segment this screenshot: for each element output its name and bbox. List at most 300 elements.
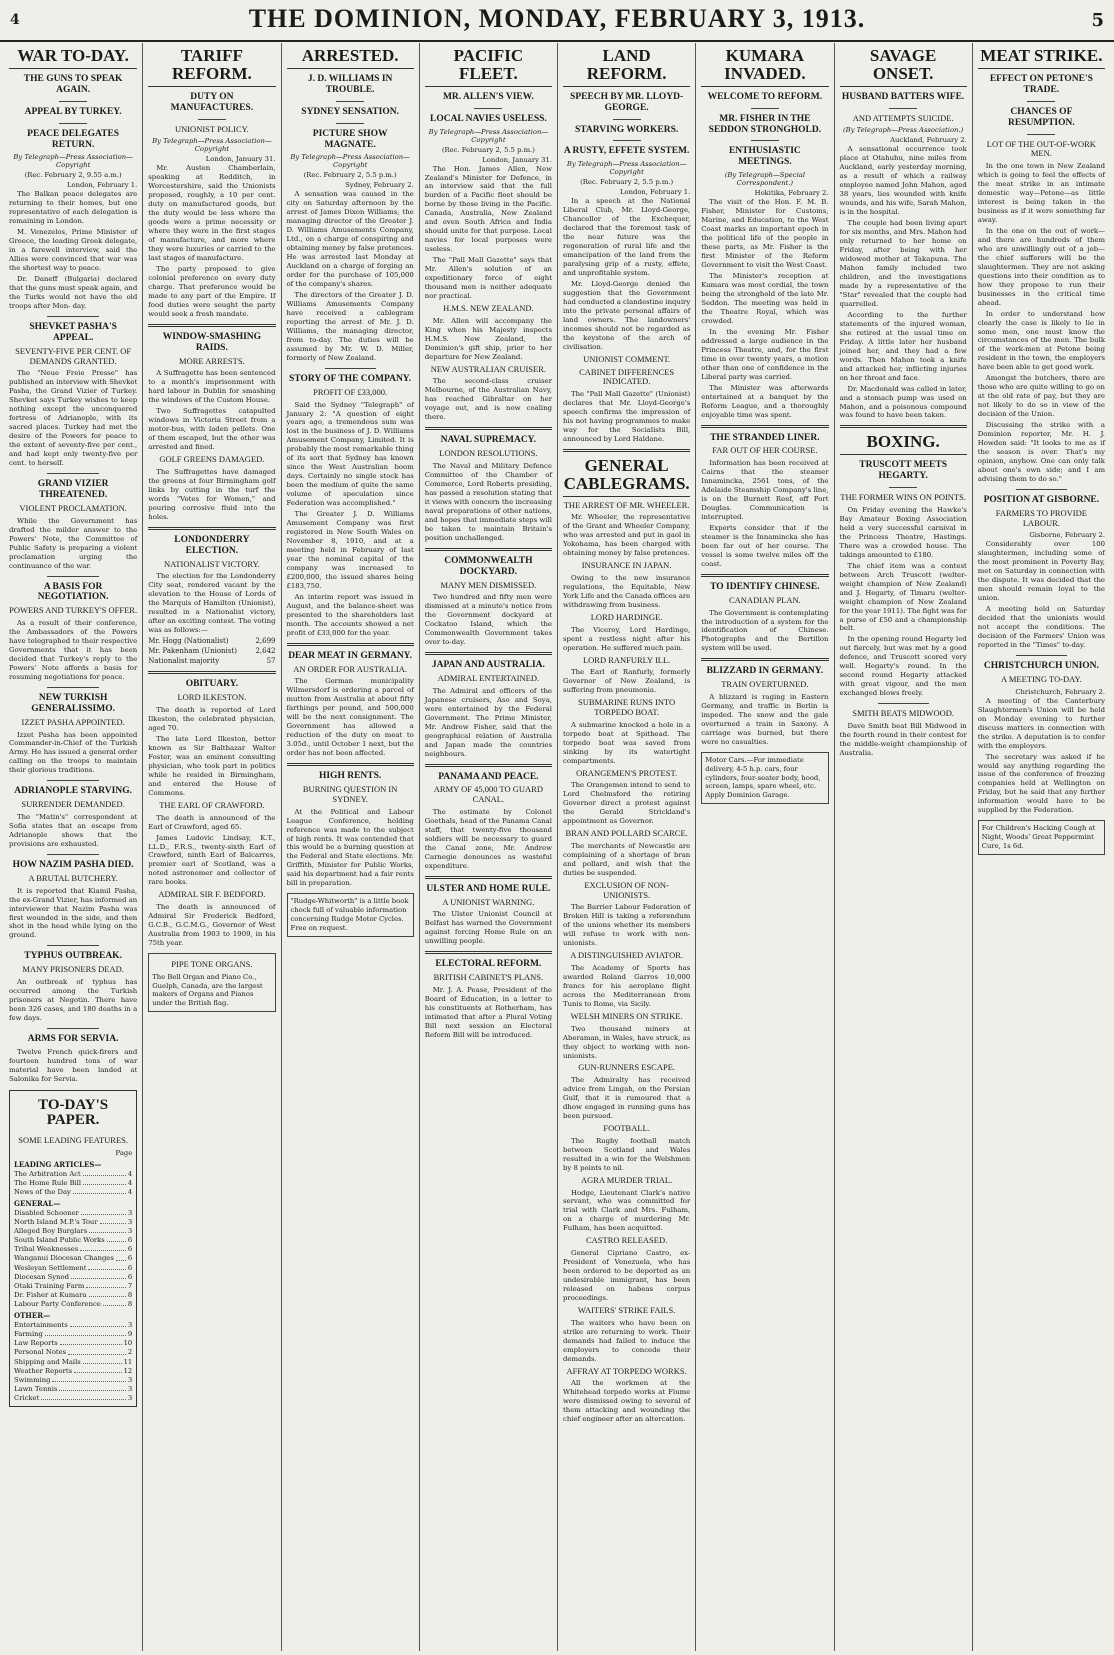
- toc-leader: [81, 1209, 126, 1215]
- subheadline: TYPHUS OUTBREAK.: [24, 951, 122, 962]
- toc-entry-label: South Island Public Works: [14, 1236, 105, 1245]
- toc-entry: [14, 1291, 132, 1300]
- subheadline: SHEVKET PASHA'S APPEAL.: [29, 322, 117, 343]
- paragraph: The Hon. James Allen, New Zealand's Minister for Defence, in an interview said that the full burden of a Pacific fleet should be borne by those living in the Pacific. Canada, Australia, New Zealand and even South Africa and India should unite for that purpose. Local navies for local purposes were useless.: [424, 164, 552, 254]
- toc-entry: [14, 1236, 132, 1245]
- paragraph: The Rugby football match between Scotland and Wales resulted in a win for the Welshmen by 8 points to nil.: [563, 1136, 691, 1172]
- toc-page-label: Page: [115, 1149, 133, 1157]
- subheadline: THE EARL OF CRAWFORD.: [159, 799, 265, 810]
- divider: [425, 652, 552, 655]
- paragraph: A sensation was caused in the city on Saturday afternoon by the arrest of James Dixon Williams, the managing director of the Greater J. D. Williams Amusements Company, Ltd., on a charge of conspiring and obtaining money by false pretences. He was arrested last Monday at Auckland on a charge of forging an order for the purchase of 105,000 of the company's shares.: [286, 190, 414, 289]
- subheadline: ADMIRAL SIR F. BEDFORD.: [158, 889, 266, 900]
- toc-entry-page: 3: [127, 1385, 133, 1394]
- section-headline: BOXING.: [840, 433, 967, 455]
- divider: [889, 108, 917, 109]
- toc-entry-page: 8: [127, 1300, 133, 1309]
- column-7: [834, 43, 972, 1651]
- paragraph: Dave Smith beat Bill Midwood in the fourth round in their contest for the middle-weight championship of Australia.: [839, 722, 967, 757]
- toc-leader: [83, 1358, 122, 1364]
- dateline: Auckland, February 2.: [890, 136, 967, 145]
- toc-entry-label: Tribal Weaknesses: [14, 1245, 79, 1254]
- toc-entry: [14, 1264, 132, 1273]
- subheadline: H.M.S. NEW ZEALAND.: [443, 303, 534, 314]
- masthead: [0, 0, 1114, 42]
- subheadline: CHRISTCHURCH UNION.: [983, 661, 1099, 672]
- subheadline: NATIONALIST VICTORY.: [164, 558, 260, 569]
- paragraph: Twelve French quick-firers and fourteen hundred tons of war material have been landed at Salonika for Servia.: [9, 1047, 138, 1083]
- advertisement: "Rudge-Whitworth" is a little book chock full of valuable information concerning Rudge Motor Cycles. Free on request.: [287, 893, 414, 936]
- paragraph: The Academy of Sports has awarded Roland Garros 10,000 francs for his aeroplane flight across the Mediterranean from Tunis to Rome, via Sicily.: [563, 964, 691, 1008]
- divider: [47, 780, 98, 781]
- divider: [425, 876, 552, 879]
- toc-leader: [107, 1236, 126, 1242]
- paragraph: According to the further statements of the injured woman, she retired at the usual time on Friday. A little later her husband joined her, and they had a few words. Then Mahon took a knife and attacked her, inflicting injuries on her throat and face.: [839, 310, 967, 382]
- subheadline: LORD HARDINGE.: [590, 611, 663, 622]
- subheadline: A DISTINGUISHED AVIATOR.: [570, 950, 684, 961]
- paragraph: The "Matin's" correspondent at Sofia states that an escape from Adrianople shows that the provisions are exhausted.: [9, 813, 138, 848]
- paragraph: Owing to the new insurance regulations, the Equitable, New York Life and the Canada offices are withdrawing from business.: [563, 574, 691, 609]
- paragraph: A meeting held on Saturday decided that the unionists would not accept the conditions. The decision of the Farmers' Union was reported in the "Times" to-day.: [977, 605, 1105, 650]
- paragraph: While the Government has drafted the milder answer to the Powers' Note, the Committee of Public Safety is preparing a violent proclamation urging the continuance of the war.: [9, 516, 138, 570]
- paragraph: Two Suffragettes catapulted windows in Victoria Street from a motor-bus, with laden pellets. One of them escaped, but the other was arrested and fined.: [148, 407, 276, 452]
- paragraph: The chief item was a contest between Arch Truscott (welter-weight champion of New Zealand) and J. Hegarty, of Timaru (welter-weight champion of New Zealand for the year 1911). The fight was for a purse of £50 and a championship belt.: [839, 561, 967, 633]
- paragraph: Dr. Daneff (Bulgaria) declared that the guns must speak again, and the Turks would not have the old troops after Mon- day.: [9, 275, 138, 311]
- toc-entry-page: 12: [123, 1366, 133, 1375]
- divider: [701, 658, 828, 661]
- divider: [613, 140, 641, 141]
- paragraph: The "Pall Mall Gazette" says that Mr. Allen's solution of an expeditionary force of eight thousand men is neither adequate nor practical.: [424, 256, 552, 301]
- toc-entry-label: Personal Notes: [14, 1348, 67, 1357]
- divider: [613, 119, 641, 120]
- toc-entry: [14, 1282, 132, 1291]
- subheadline: SEVENTY-FIVE PER CENT. OF DEMANDS GRANTED.: [15, 345, 132, 366]
- toc-entry-label: News of the Day: [14, 1187, 71, 1196]
- subheadline: LORD RANFURLY ILL.: [582, 654, 671, 665]
- toc-entry-page: 3: [127, 1226, 133, 1235]
- divider: [701, 425, 828, 428]
- paragraph: An outbreak of typhus has occurred among the Turkish prisoners at Negotin. There have been 326 cases, and 180 deaths in a few days.: [9, 978, 138, 1022]
- toc-entry-label: Lawn Tennis: [14, 1385, 58, 1394]
- divider: [47, 1028, 98, 1029]
- paragraph: M. Venezelos, Prime Minister of Greece, the leading Greek delegate, in a farewell interview, said the Allies were convinced that war was the shortest way to peace.: [9, 228, 138, 273]
- paragraph: In order to understand how clearly the case is likely to lie in some men, one must know the circumstances of the men. The bulk of the work-men at Petone being resident in the town, the employers have been able to get good work.: [977, 309, 1105, 372]
- subheadline: AGRA MURDER TRIAL.: [581, 1174, 673, 1185]
- subheadline: POWERS AND TURKEY'S OFFER.: [9, 605, 138, 616]
- divider: [751, 140, 779, 141]
- toc-entry: [14, 1348, 132, 1357]
- paragraph: The Barrier Labour Federation of Broken Hill is taking a referendum of the unions whether its members will refuse to work with non-unionists.: [563, 903, 691, 948]
- paragraph: The death is announced of Admiral Sir Frederick Bedford, G.C.B., G.C.M.G., Governor of West Australia from 1903 to 1909, in his 75th year.: [148, 903, 276, 947]
- toc-entry: [14, 1339, 132, 1348]
- dateline: Christchurch, February 2.: [1015, 687, 1105, 696]
- dateline: London, February 1.: [619, 188, 691, 197]
- toc-header: [14, 1149, 132, 1158]
- divider: [59, 123, 87, 124]
- byline: By Telegraph—Press Association—Copyright: [152, 137, 272, 154]
- subheadline: SMITH BEATS MIDWOOD.: [852, 708, 954, 719]
- subheadline: LOCAL NAVIES USELESS.: [429, 113, 547, 124]
- toc-leader: [45, 1330, 126, 1336]
- candidate-name: Mr. Hogg (Nationalist): [148, 637, 229, 646]
- toc-entry-page: 6: [127, 1263, 133, 1272]
- byline: By Telegraph—Press Association—Copyright: [566, 160, 687, 177]
- paragraph: General Cipriano Castro, ex-President of Venezuela, who has been ordered to be deported as an undesirable immigrant, has been released on habeas corpus proceedings.: [563, 1249, 691, 1302]
- divider: [1027, 101, 1055, 102]
- divider: [336, 101, 364, 102]
- divider: [47, 854, 98, 855]
- divider: [751, 108, 779, 109]
- toc-entry-page: 7: [127, 1281, 133, 1290]
- subheadline: PEACE DELEGATES RETURN.: [27, 128, 120, 150]
- headline: MEAT STRIKE.: [978, 47, 1105, 69]
- paragraph: The second-class cruiser Melbourne, of the Australian Navy, has reached Gibraltar on her voyage out, and is now coaling there.: [424, 377, 552, 422]
- toc-entry: [14, 1179, 132, 1188]
- subheadline: HIGH RENTS.: [318, 771, 382, 782]
- toc-section-title: GENERAL—: [14, 1199, 61, 1209]
- toc-subtitle: SOME LEADING FEATURES.: [18, 1135, 129, 1146]
- article-savage-onset: [840, 47, 967, 758]
- toc-leader: [60, 1339, 122, 1345]
- subheadline: A RUSTY, EFFETE SYSTEM.: [563, 146, 690, 157]
- subheadline: MANY PRISONERS DEAD.: [22, 964, 124, 975]
- candidate-name: Mr. Pakenham (Unionist): [148, 646, 237, 655]
- subheadline: AND ATTEMPTS SUICIDE.: [852, 112, 954, 123]
- subheadline: DUTY ON MANUFACTURES.: [170, 91, 254, 113]
- headline: ARRESTED.: [287, 47, 414, 69]
- subheadline: LONDONDERRY ELECTION.: [174, 534, 250, 556]
- subheadline: THE GUNS TO SPEAK AGAIN.: [23, 73, 123, 95]
- toc-entry-page: 3: [127, 1375, 133, 1384]
- subheadline: PROFIT OF £33,000.: [313, 386, 388, 397]
- paragraph: The "Pall Mall Gazette" (Unionist) declares that Mr. Lloyd-George's speech confirms the impression of his not having programmes to make way for the Socialists Bill, announced by Lord Haldane.: [563, 390, 691, 443]
- toc-leader: [59, 1385, 126, 1391]
- toc-entry-page: 3: [127, 1320, 133, 1329]
- toc-leader: [83, 1170, 126, 1176]
- byline: (By Telegraph—Press Association.): [843, 126, 964, 135]
- paragraph: As a result of their conference, the Ambassadors of the Powers have telegraphed to their respective Governments that it has been decided that Turkey's reply to the Powers' Note affords a basis for resuming negotiations for peace.: [9, 619, 138, 681]
- subheadline: MR. FISHER IN THE SEDDON STRONGHOLD.: [708, 113, 822, 135]
- divider: [840, 425, 967, 428]
- paragraph: The Orangemen intend to send to Lord Chelmsford the retiring Governor direct a protest against the Gerald Strickland's appointment as Governor.: [563, 781, 691, 826]
- toc-leader: [52, 1376, 125, 1382]
- election-majority: [148, 657, 275, 667]
- paragraph: A submarine knocked a hole in a torpedo boat at Spithead. The torpedo boat was saved from sinking by its watertight compartments.: [563, 720, 691, 765]
- article-tariff-reform: [148, 47, 275, 1012]
- subheadline: PICTURE SHOW MAGNATE.: [312, 128, 388, 150]
- subheadline: JAPAN AND AUSTRALIA.: [431, 660, 545, 671]
- subheadline: THE STRANDED LINER.: [710, 432, 820, 443]
- subheadline: A BRUTAL BUTCHERY.: [28, 872, 118, 883]
- candidate-votes: 2,642: [255, 646, 276, 655]
- subheadline: CASTRO RELEASED.: [586, 1235, 668, 1246]
- divider: [148, 527, 275, 530]
- toc-section-title: OTHER—: [14, 1311, 51, 1321]
- paragraph: The Suffragettes have damaged the greens at four Birmingham golf links by cutting in the turf the words "Votes for Women," and pouring corrosive fluid into the holes.: [148, 467, 276, 521]
- headline: SAVAGE ONSET.: [840, 47, 967, 87]
- byline: (By Telegraph—Special Correspondent.): [724, 171, 806, 188]
- subheadline: EXCLUSION OF NON-UNIONISTS.: [584, 879, 669, 900]
- subheadline: WAITERS' STRIKE FAILS.: [577, 1304, 676, 1315]
- toc-entry-page: 9: [127, 1330, 133, 1339]
- paragraph: Discussing the strike with a Dominion reporter, Mr. H. J. Howden said: "It looks to me as if the season is over. That's my opinion, anyhow. One can only talk about one's own side; and I am advising them to do so.": [977, 421, 1105, 483]
- toc-entry-label: Labour Party Conference: [14, 1300, 101, 1309]
- column-1: [4, 43, 142, 1651]
- newspaper-title: THE DOMINION, MONDAY, FEBRUARY 3, 1913.: [248, 4, 866, 33]
- subheadline: SURRENDER DEMANDED.: [21, 799, 125, 810]
- subheadline: CHANCES OF RESUMPTION.: [1007, 106, 1075, 128]
- subheadline: MR. ALLEN'S VIEW.: [442, 91, 534, 102]
- toc-leader: [103, 1300, 126, 1306]
- toc-entry: [14, 1273, 132, 1282]
- subheadline: ADMIRAL ENTERTAINED.: [437, 673, 540, 684]
- received-time: (Rec. February 2, 5.5 p.m.): [441, 145, 535, 154]
- divider: [59, 101, 87, 102]
- column-4: [419, 43, 557, 1651]
- toc-entry: [14, 1227, 132, 1236]
- divider: [1016, 655, 1067, 656]
- subheadline: THE ARREST OF MR. WHEELER.: [563, 499, 690, 510]
- divider: [889, 487, 917, 488]
- paragraph: The merchants of Newcastle are complaining of a shortage of bran and pollard, and wish that the duties be suspended.: [563, 841, 691, 877]
- subheadline: A MEETING TO-DAY.: [1001, 673, 1082, 684]
- toc-leader: [89, 1291, 126, 1297]
- subheadline: AN ORDER FOR AUSTRALIA.: [293, 663, 408, 674]
- paragraph: In the evening Mr. Fisher addressed a large audience in the Princess Theatre, and, for the first time in over twenty years, a motion other than one of confidence in the Liberal party was carried.: [701, 327, 829, 381]
- toc-entry-page: 3: [127, 1217, 133, 1226]
- toc-entry-page: 6: [127, 1245, 133, 1254]
- toc-entry-page: 4: [127, 1187, 133, 1196]
- divider: [47, 316, 98, 317]
- divider: [425, 548, 552, 551]
- toc-leader: [68, 1348, 126, 1354]
- election-result-row: [148, 637, 275, 647]
- toc-entry-label: Swimming: [14, 1375, 51, 1384]
- paragraph: At the Political and Labour League Conference, holding reference was made to the subject of high rents. It was contended that this would be a burning question at the Federal and State elections. Mr. Griffith, Minister for Public Works, said his department had a fair rents bill in preparation.: [286, 807, 414, 888]
- toc-entry: [14, 1367, 132, 1376]
- paragraph: The secretary was asked if he would say anything regarding the issue of the conference of freezing companies held at Wellington on Friday, but he said that any further information would have to be supplied by the Federation.: [977, 752, 1105, 815]
- subheadline: FAR OUT OF HER COURSE.: [712, 445, 818, 456]
- toc-entry-label: Dr. Fisher at Kumara: [14, 1291, 87, 1300]
- dateline: London, January 31.: [482, 155, 552, 164]
- paragraph: A sensational occurrence took place at Otahuhu, nine miles from Auckland, early yesterday morning, as a result of which a railway employee named John Mahon, aged 38 years, lies wounded with knife wounds, and his wife, Sarah Mahon, is in the hospital.: [839, 145, 967, 217]
- toc-entry: [14, 1245, 132, 1254]
- toc-title: TO-DAY'S PAPER.: [38, 1096, 109, 1129]
- toc-entry: [14, 1321, 132, 1330]
- subheadline: FOOTBALL.: [603, 1123, 650, 1134]
- toc-section-title: LEADING ARTICLES—: [14, 1160, 102, 1170]
- headline: TARIFF REFORM.: [148, 47, 275, 87]
- paragraph: The Balkan peace delegates are returning to their homes, but one representative of each delegation is remaining in London.: [9, 190, 138, 226]
- paragraph: It is reported that Kiamil Pasha, the ex-Grand Vizier, has informed an interviewer that Nazim Pasha was first wounded in the side, and then shot in the head while lying on the ground.: [9, 886, 138, 940]
- paragraph: Two hundred and fifty men were dismissed at a minute's notice from the Government dockyard at Cockatoo Island, which the Commonwealth Government takes over to-day.: [424, 593, 552, 647]
- divider: [287, 763, 414, 766]
- divider: [336, 123, 364, 124]
- subheadline: IZZET PASHA APPOINTED.: [21, 716, 125, 727]
- divider: [47, 576, 98, 577]
- toc-entry: [14, 1300, 132, 1309]
- paragraph: The Ulster Unionist Council at Belfast has warned the Government against forcing Home Rule on an unwilling people.: [424, 910, 552, 946]
- subheadline: COMMONWEALTH DOCKYARD.: [444, 555, 533, 577]
- column-8: [972, 43, 1110, 1651]
- divider: [425, 427, 552, 430]
- toc-entry-label: Wesleyan Settlement: [14, 1263, 87, 1272]
- paragraph: The Naval and Military Defence Committee of the Chamber of Commerce, Lord Roberts presiding, has passed a resolution stating that it views with concern the increasing naval preparations of other nations, and hopes that immediate steps will be taken to maintain Britain's position unchallenged.: [424, 461, 552, 542]
- dateline: London, January 31.: [205, 155, 276, 164]
- subheadline: MORE ARRESTS.: [179, 355, 245, 366]
- paragraph: Mr. Wheeler, the representative of the Grant and Wheeler Company, who was arrested and put in gaol in Yokohama, has been charged with obtaining money by false pretences.: [563, 513, 691, 558]
- paragraph: The directors of the Greater J. D. Williams Amusements Company have received a cablegram reporting the arrest of Mr. J. D. Williams, the managing director, from to-day. The duties will be assumed by Mr. W. D. Miller, formerly of New Zealand.: [286, 291, 414, 362]
- toc-entry-label: Weather Reports: [14, 1366, 73, 1375]
- toc-leader: [100, 1218, 126, 1224]
- subheadline: LOT OF THE OUT-OF-WORK MEN.: [986, 138, 1096, 159]
- paragraph: Dr. Macdonald was called in later, and a stomach pump was used on Mahon, and a poisonous compound was found to have been taken.: [839, 384, 967, 420]
- toc-entry-page: 6: [127, 1272, 133, 1281]
- paragraph: The estimate by Colonel Goethals, head of the Panama Canal staff, that twenty-five thousand soldiers will be necessary to guard the Canal zone, Mr. Andrew Carnegie denounces as wasteful expenditure.: [424, 808, 552, 870]
- toc-entry-page: 6: [127, 1254, 133, 1263]
- majority-label: Nationalist majority: [148, 656, 220, 665]
- headline: LAND REFORM.: [563, 47, 690, 87]
- subheadline: TRUSCOTT MEETS HEGARTY.: [859, 460, 947, 482]
- subheadline: NEW TURKISH GENERALISSIMO.: [31, 692, 115, 714]
- divider: [325, 368, 376, 369]
- newspaper-page: [4, 43, 1110, 1651]
- subheadline: POSITION AT GISBORNE.: [983, 494, 1100, 505]
- subheadline: UNIONIST POLICY.: [174, 123, 249, 134]
- subheadline: WELCOME TO REFORM.: [707, 91, 823, 102]
- candidate-votes: 2,699: [255, 637, 276, 646]
- byline: By Telegraph—Press Association—Copyright: [13, 153, 133, 170]
- paragraph: An interim report was issued in August, and the balance-sheet was presented to the shareholders last month. The accounts showed a net profit of £33,000 for the year.: [286, 592, 414, 637]
- toc-leader: [71, 1273, 126, 1279]
- toc-entry: [14, 1376, 132, 1385]
- subheadline: MANY MEN DISMISSED.: [440, 579, 537, 590]
- divider: [47, 945, 98, 946]
- toc-entry-page: 3: [127, 1394, 133, 1403]
- toc-leader: [89, 1227, 126, 1233]
- toc-entry-label: Entertainments: [14, 1320, 68, 1329]
- paragraph: The Earl of Ranfurly, formerly Governor of New Zealand, is suffering from pneumonia.: [563, 668, 691, 695]
- toc-entry-page: 4: [127, 1169, 133, 1178]
- divider: [198, 119, 226, 120]
- subheadline: GRAND VIZIER THREATENED.: [37, 479, 109, 500]
- toc-entry: [14, 1385, 132, 1394]
- subheadline: STARVING WORKERS.: [574, 124, 679, 135]
- divider: [563, 449, 690, 452]
- dateline: Hokitika, February 2.: [754, 189, 829, 198]
- subheadline: CANADIAN PLAN.: [728, 594, 801, 605]
- toc-entry: [14, 1188, 132, 1197]
- byline: By Telegraph—Press Association—Copyright: [428, 127, 549, 144]
- paragraph: Two thousand miners at Aberaman, in Wales, have struck, as they object to working with non-unionists.: [563, 1024, 691, 1060]
- paragraph: The German municipality Wilmersdorf is ordering a parcel of mutton from Australia at about fifty farthings per pound, and 500,000 will be the next consignment. The Government has allowed a reduction of the duty on meat to 3.05d., until October 1 next, but the order has not been affected.: [286, 677, 414, 758]
- toc-entry-label: Law Reports: [14, 1339, 58, 1348]
- subheadline: BRITISH CABINET'S PLANS.: [433, 972, 544, 983]
- advertisement: For Children's Hacking Cough at Night, Woods' Great Peppermint Cure, 1s 6d.: [978, 820, 1105, 854]
- headline: WAR TO-DAY.: [9, 47, 137, 69]
- toc-entry-page: 10: [123, 1339, 133, 1348]
- toc-entry-page: 8: [127, 1291, 133, 1300]
- subheadline: NEW AUSTRALIAN CRUISER.: [430, 363, 547, 374]
- article-kumara-invaded: [701, 47, 828, 804]
- dateline: Gisborne, February 2.: [1029, 531, 1105, 540]
- divider: [474, 108, 502, 109]
- divider: [287, 643, 414, 646]
- election-result-row: [148, 647, 275, 657]
- paragraph: The Minister was afterwards entertained at a banquet by the Reform League, and a thoroughly enjoyable time was spent.: [701, 383, 829, 419]
- toc-leader: [88, 1264, 125, 1270]
- paragraph: The "Neue Freie Presse" has published an interview with Shevket Pasha, the Grand Vizier of Turkey. Shevket says Turkey wishes to keep nothing except the unconquered fortress of Adrianople, with its sacred places. Turkey had met the desire of the Powers for peace to the extent of seventy-five per cent., and had kept only twenty-five per cent. to herself.: [9, 369, 138, 468]
- divider: [1016, 489, 1067, 490]
- election-results: [148, 637, 275, 657]
- subheadline: EFFECT ON PETONE'S TRADE.: [989, 73, 1093, 95]
- subheadline: HUSBAND BATTERS WIFE.: [841, 91, 965, 102]
- toc-leader: [74, 1367, 121, 1373]
- toc-entry-label: Otaki Training Farm: [14, 1281, 85, 1290]
- paragraph: Said the Sydney "Telegraph" of January 2: "A question of eight years ago, a tremendous sum was lost in the business of J. D. Williams Amusement Company, Limited. It is probably the most remarkable thing of its sort that Sydney has known since the West Australian boom days. Certainly no single stock has been the medium of quite the same volume of speculation since Federation was accomplished.": [286, 400, 414, 508]
- paragraph: The Admiral and officers of the Japanese cruisers, Aso and Soya, were entertained by the Federal Government. The Prime Minister, Mr. Andrew Fisher, said that the geographical relation of Australia and Japan made the countries neighbours.: [424, 686, 552, 758]
- divider: [878, 703, 929, 704]
- advertisement: [148, 953, 275, 1012]
- article-war-today: [9, 47, 137, 1084]
- subheadline: TO IDENTIFY CHINESE.: [710, 581, 820, 592]
- headline: PACIFIC FLEET.: [425, 47, 552, 87]
- article-land-reform: [563, 47, 690, 1424]
- toc-entry: [14, 1170, 132, 1179]
- toc-entry-label: Shipping and Mails: [14, 1357, 81, 1366]
- subheadline: FARMERS TO PROVIDE LABOUR.: [995, 507, 1087, 528]
- paragraph: All the workmen at the Whitehead torpedo works at Fiume were dismissed owing to several of them attacking and wounding the chief engineer after an altercation.: [563, 1379, 691, 1424]
- table-of-contents: [9, 1090, 137, 1408]
- toc-entry: [14, 1209, 132, 1218]
- paragraph: The death is announced of the Earl of Crawford, aged 65.: [148, 813, 276, 831]
- paragraph: The Government is contemplating the introduction of a system for the identification of Chinese. Photographs and the Bertillon system will be used.: [701, 608, 829, 653]
- paragraph: Mr. Allen will accompany the King when his Majesty inspects H.M.S. New Zealand, the Dominion's gift ship, prior to her departure for New Zealand.: [424, 316, 552, 361]
- toc-leader: [83, 1179, 126, 1185]
- paragraph: In the one town in New Zealand which is going to feel the effects of the meat strike in an intimate domestic way—Petone—as little interest is being taken in the business as if it were something far away.: [977, 162, 1105, 224]
- divider: [148, 324, 275, 327]
- toc-leader: [80, 1245, 126, 1251]
- headline: KUMARA INVADED.: [701, 47, 828, 87]
- paragraph: A meeting of the Canterbury Slaughtermen's Union will be held on Monday evening to further discuss matters in connection with the strike. A deputation is to confer with the employers.: [977, 696, 1105, 750]
- dateline: London, February 1.: [66, 181, 138, 190]
- divider: [1027, 134, 1055, 135]
- column-6: [695, 43, 833, 1651]
- paragraph: The Admiralty has received advice from Lingah, on the Persian Gulf, that it is rumoured that a dhow engaged in running guns has been pursued.: [563, 1076, 691, 1121]
- subheadline: STORY OF THE COMPANY.: [289, 373, 412, 384]
- subheadline: ENTHUSIASTIC MEETINGS.: [728, 146, 801, 168]
- subheadline: BRAN AND POLLARD SCARCE.: [565, 828, 688, 839]
- paragraph: Amongst the butchers, there are those who are quite willing to go on at the old rate of pay, but they are not likely to do so in view of the decision of the Union.: [977, 374, 1105, 419]
- toc-entry-page: 11: [123, 1357, 133, 1366]
- advertisement: Motor Cars.—For immediate delivery, 4-5 h.p. cars, four cylinders, four-seater body, hood, screen, lamps, spare wheel, etc. Apply Dominion Garage.: [701, 752, 828, 804]
- subheadline: THE FORMER WINS ON POINTS.: [840, 492, 966, 503]
- received-time: (Rec. February 2, 5.5 p.m.): [580, 178, 674, 187]
- subheadline: LORD ILKESTON.: [177, 692, 247, 703]
- dateline: Sydney, February 2.: [345, 181, 414, 190]
- toc-entry: [14, 1218, 132, 1227]
- toc-entry-label: Disabled Schooner: [14, 1208, 79, 1217]
- subheadline: VIOLENT PROCLAMATION.: [19, 502, 127, 513]
- article-meat-strike: [978, 47, 1105, 855]
- majority-value: 57: [266, 656, 276, 665]
- subheadline: SYDNEY SENSATION.: [301, 106, 399, 117]
- subheadline: BLIZZARD IN GERMANY.: [706, 666, 824, 677]
- subheadline: HOW NAZIM PASHA DIED.: [12, 859, 134, 870]
- paragraph: James Ludovic Lindsay, K.T., LL.D., F.R.S., twenty-sixth Earl of Crawford, ninth Earl of Balcarres, premier earl of Scotland, was a noted astronomer and collector of rare books.: [148, 833, 276, 887]
- paragraph: Mr. Austen Chamberlain, speaking at Redditch, in Worcestershire, said the Unionists proposed, roughly, a 10 per cent. duty on manufactured goods, but the duty would be less where the goods were a prime necessity or where they were in the first stages of manufacture, and more where they were luxuries or carried to the last stages of manufacture.: [148, 164, 276, 262]
- subheadline: WINDOW-SMASHING RAIDS.: [162, 331, 262, 353]
- received-time: (Rec. February 2, 5.5 p.m.): [303, 171, 397, 180]
